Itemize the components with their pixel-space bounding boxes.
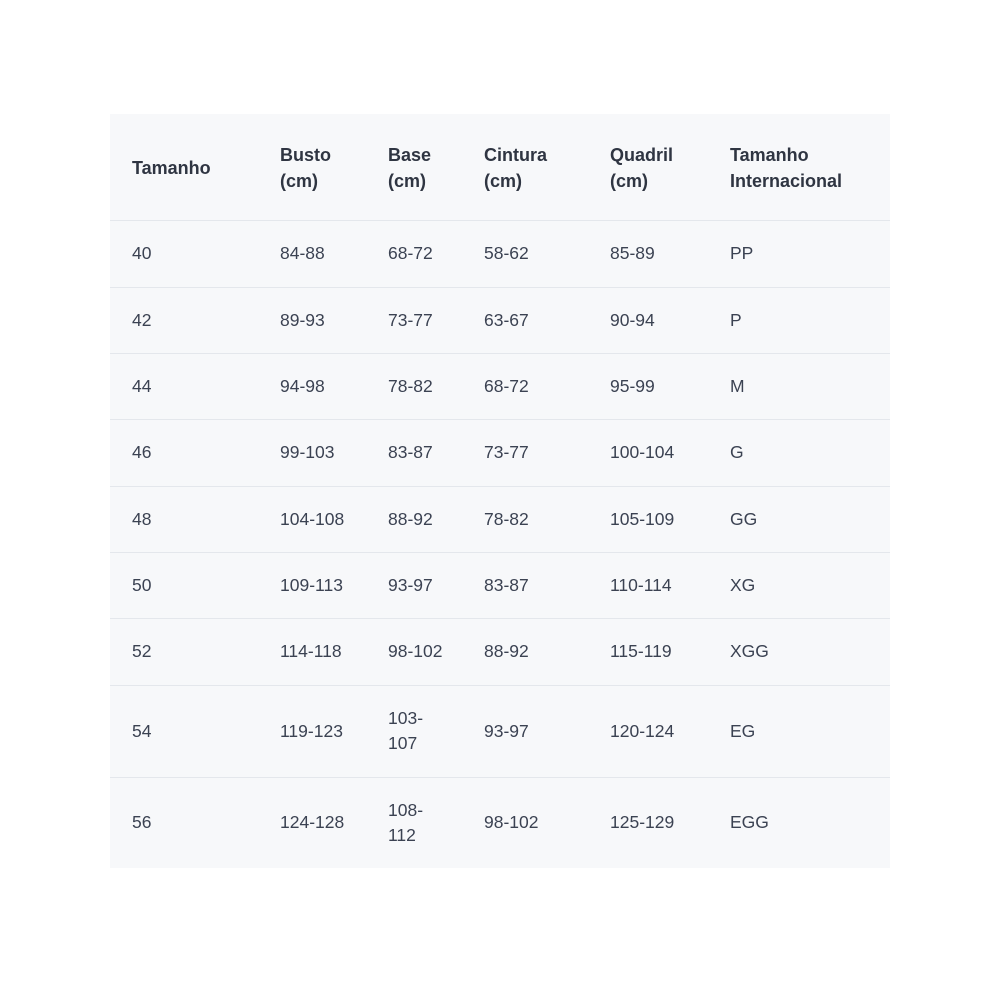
cell-internacional: P [708, 287, 890, 353]
cell-base: 108-112 [388, 799, 424, 845]
cell-cintura: 78-82 [462, 486, 588, 552]
cell-base: 83-87 [366, 420, 462, 486]
table-row [110, 553, 890, 619]
cell-busto: 94-98 [258, 353, 366, 419]
cell-quadril: 85-89 [588, 221, 708, 287]
table-row [110, 287, 890, 353]
cell-cintura: 63-67 [462, 287, 588, 353]
cell-busto: 124-128 [280, 812, 345, 833]
cell-cintura: 68-72 [462, 353, 588, 419]
cell-base: 73-77 [366, 287, 462, 353]
column-header-busto: Busto (cm) [258, 114, 366, 221]
cell-cintura: 88-92 [462, 619, 588, 685]
cell-base: 103-107 [366, 685, 462, 777]
table-row [110, 420, 890, 486]
cell-internacional: M [708, 353, 890, 419]
table-row [110, 486, 890, 552]
cell-base: 88-92 [366, 486, 462, 552]
cell-tamanho: 52 [110, 619, 258, 685]
cell-tamanho: 56 [132, 812, 152, 833]
cell-busto: 114-118 [258, 619, 366, 685]
column-header-internacional: Tamanho Internacional [708, 114, 890, 221]
table-row [110, 221, 890, 287]
cell-busto: 109-113 [258, 553, 366, 619]
cell-tamanho: 50 [110, 553, 258, 619]
cell-tamanho: 54 [110, 685, 258, 777]
column-header-tamanho: Tamanho [110, 114, 258, 221]
cell-cintura: 73-77 [462, 420, 588, 486]
cell-cintura: 98-102 [484, 812, 539, 833]
table-row [110, 619, 890, 685]
cell-base: 98-102 [366, 619, 462, 685]
table-row [110, 353, 890, 419]
cell-quadril: 120-124 [588, 685, 708, 777]
cell-tamanho: 42 [110, 287, 258, 353]
size-chart-table [110, 114, 890, 868]
cell-busto: 119-123 [258, 685, 366, 777]
cell-cintura: 83-87 [462, 553, 588, 619]
cell-tamanho: 46 [110, 420, 258, 486]
cell-internacional: G [708, 420, 890, 486]
cell-quadril: 90-94 [588, 287, 708, 353]
cell-base: 68-72 [366, 221, 462, 287]
cell-base: 78-82 [366, 353, 462, 419]
cell-internacional: XGG [708, 619, 890, 685]
cell-quadril: 95-99 [588, 353, 708, 419]
cell-internacional: GG [708, 486, 890, 552]
cell-busto: 84-88 [258, 221, 366, 287]
cell-tamanho: 48 [110, 486, 258, 552]
size-chart-container [110, 114, 890, 868]
cell-tamanho: 40 [110, 221, 258, 287]
column-header-quadril: Quadril (cm) [588, 114, 708, 221]
table-row [110, 685, 890, 777]
cell-quadril: 110-114 [588, 553, 708, 619]
cell-internacional: XG [708, 553, 890, 619]
cell-base: 93-97 [366, 553, 462, 619]
cell-busto: 104-108 [258, 486, 366, 552]
cell-quadril: 115-119 [588, 619, 708, 685]
cell-cintura: 58-62 [462, 221, 588, 287]
cell-tamanho: 44 [110, 353, 258, 419]
table-header [110, 114, 890, 221]
table-header-row [110, 114, 890, 221]
column-header-cintura: Cintura (cm) [462, 114, 588, 221]
cell-cintura: 93-97 [462, 685, 588, 777]
cell-busto: 99-103 [258, 420, 366, 486]
cell-internacional: EGG [730, 812, 769, 833]
table-body [110, 221, 890, 869]
cell-quadril: 125-129 [610, 812, 675, 833]
cell-busto: 89-93 [258, 287, 366, 353]
cell-internacional: EG [708, 685, 890, 777]
cell-quadril: 100-104 [588, 420, 708, 486]
table-row [110, 777, 890, 868]
cell-quadril: 105-109 [588, 486, 708, 552]
column-header-base: Base (cm) [366, 114, 462, 221]
cell-internacional: PP [708, 221, 890, 287]
